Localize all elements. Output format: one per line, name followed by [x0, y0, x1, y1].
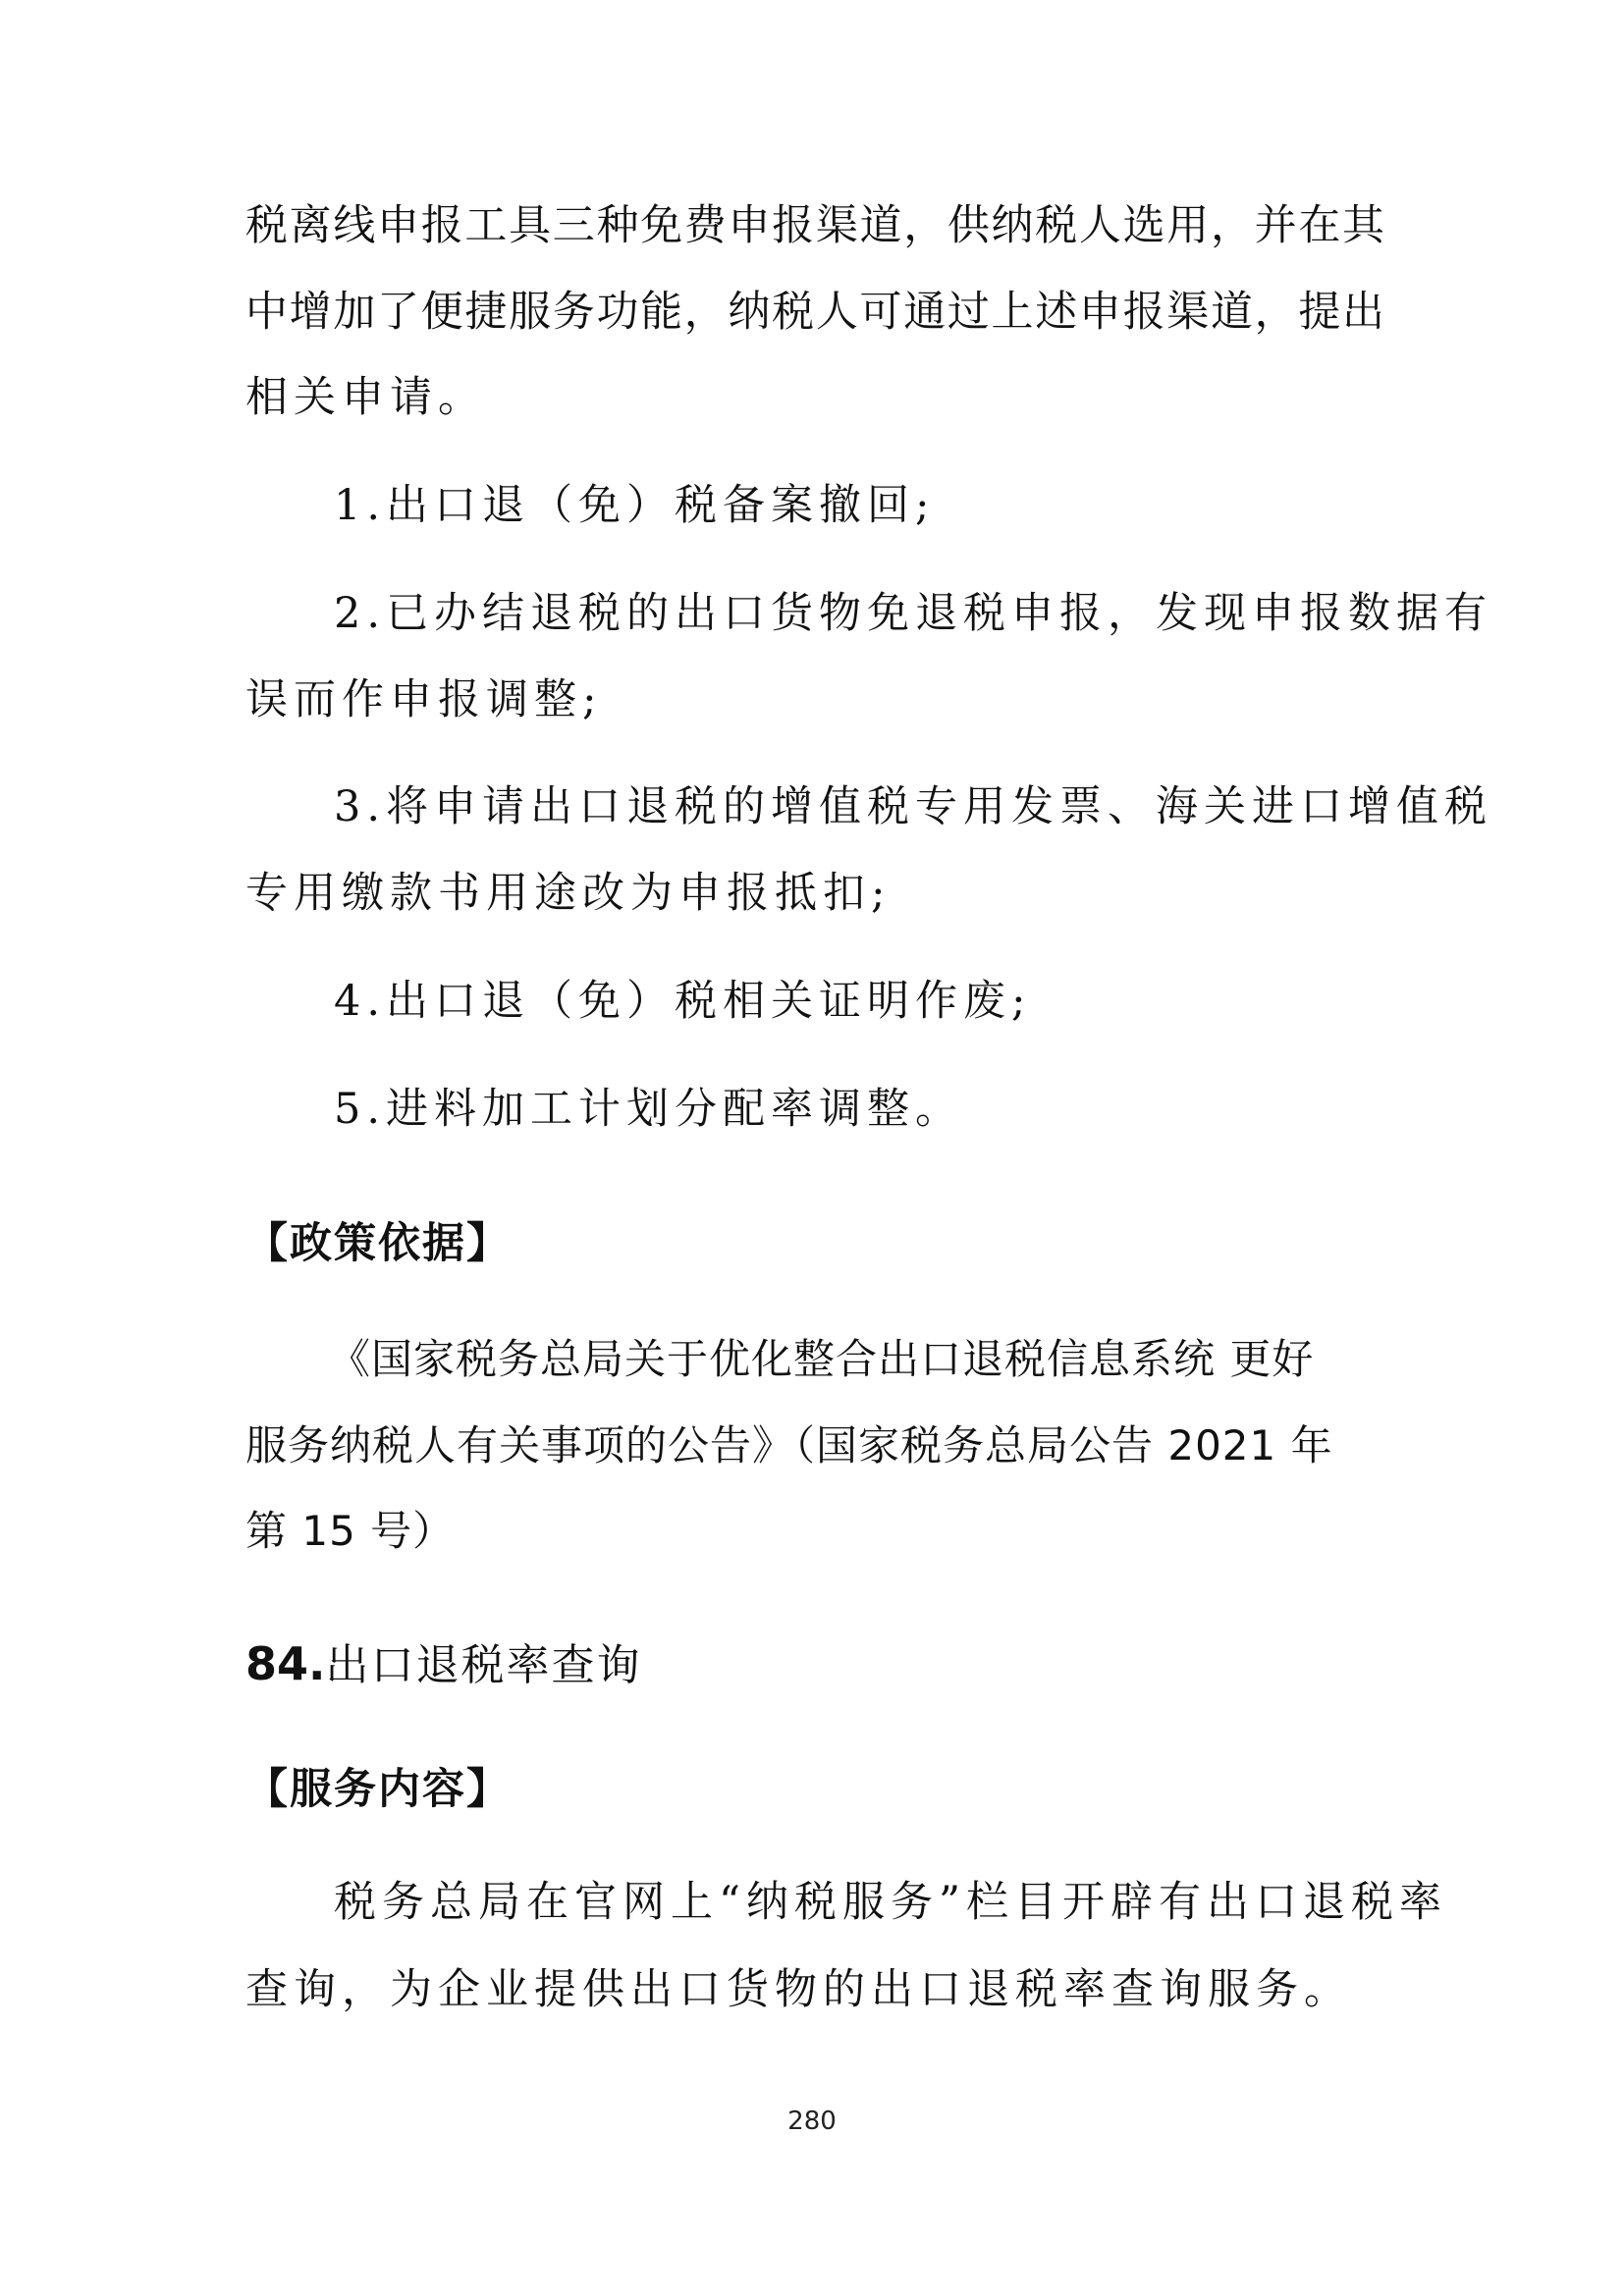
- policy-citation-line: 《国家税务总局关于优化整合出口退税信息系统 更好: [329, 1335, 1315, 1383]
- page-number: 280: [787, 2107, 837, 2136]
- list-item-continuation: 专用缴款书用途改为申报抵扣;: [245, 869, 892, 918]
- policy-basis-heading: 【政策依据】: [245, 1219, 511, 1268]
- policy-citation-line: 服务纳税人有关事项的公告》（国家税务总局公告 2021 年: [245, 1421, 1333, 1469]
- section-title-text: 出口退税率查询: [325, 1640, 642, 1690]
- paragraph-line: 查询，为企业提供出口货物的出口退税率查询服务。: [245, 1965, 1352, 2014]
- policy-citation-line: 第 15 号）: [245, 1507, 456, 1555]
- list-item: 1.出口退（免）税备案撤回;: [334, 481, 936, 530]
- paragraph-line: 相关申请。: [245, 373, 486, 422]
- list-item: 3.将申请出口退税的增值税专用发票、海关进口增值税: [334, 782, 1493, 831]
- service-content-heading: 【服务内容】: [245, 1765, 511, 1814]
- paragraph-line: 税务总局在官网上“纳税服务”栏目开辟有出口退税率: [334, 1878, 1447, 1927]
- section-number: 84.: [245, 1637, 326, 1690]
- section-title: [245, 1634, 642, 1695]
- list-item-continuation: 误而作申报调整;: [245, 675, 603, 724]
- paragraph-line: 税离线申报工具三种免费申报渠道，供纳税人选用，并在其: [245, 201, 1384, 250]
- list-item: 2.已办结退税的出口货物免退税申报，发现申报数据有: [334, 589, 1493, 638]
- list-item: 4.出口退（免）税相关证明作废;: [334, 977, 1032, 1026]
- list-item: 5.进料加工计划分配率调整。: [334, 1085, 964, 1134]
- paragraph-line: 中增加了便捷服务功能，纳税人可通过上述申报渠道，提出: [245, 288, 1384, 337]
